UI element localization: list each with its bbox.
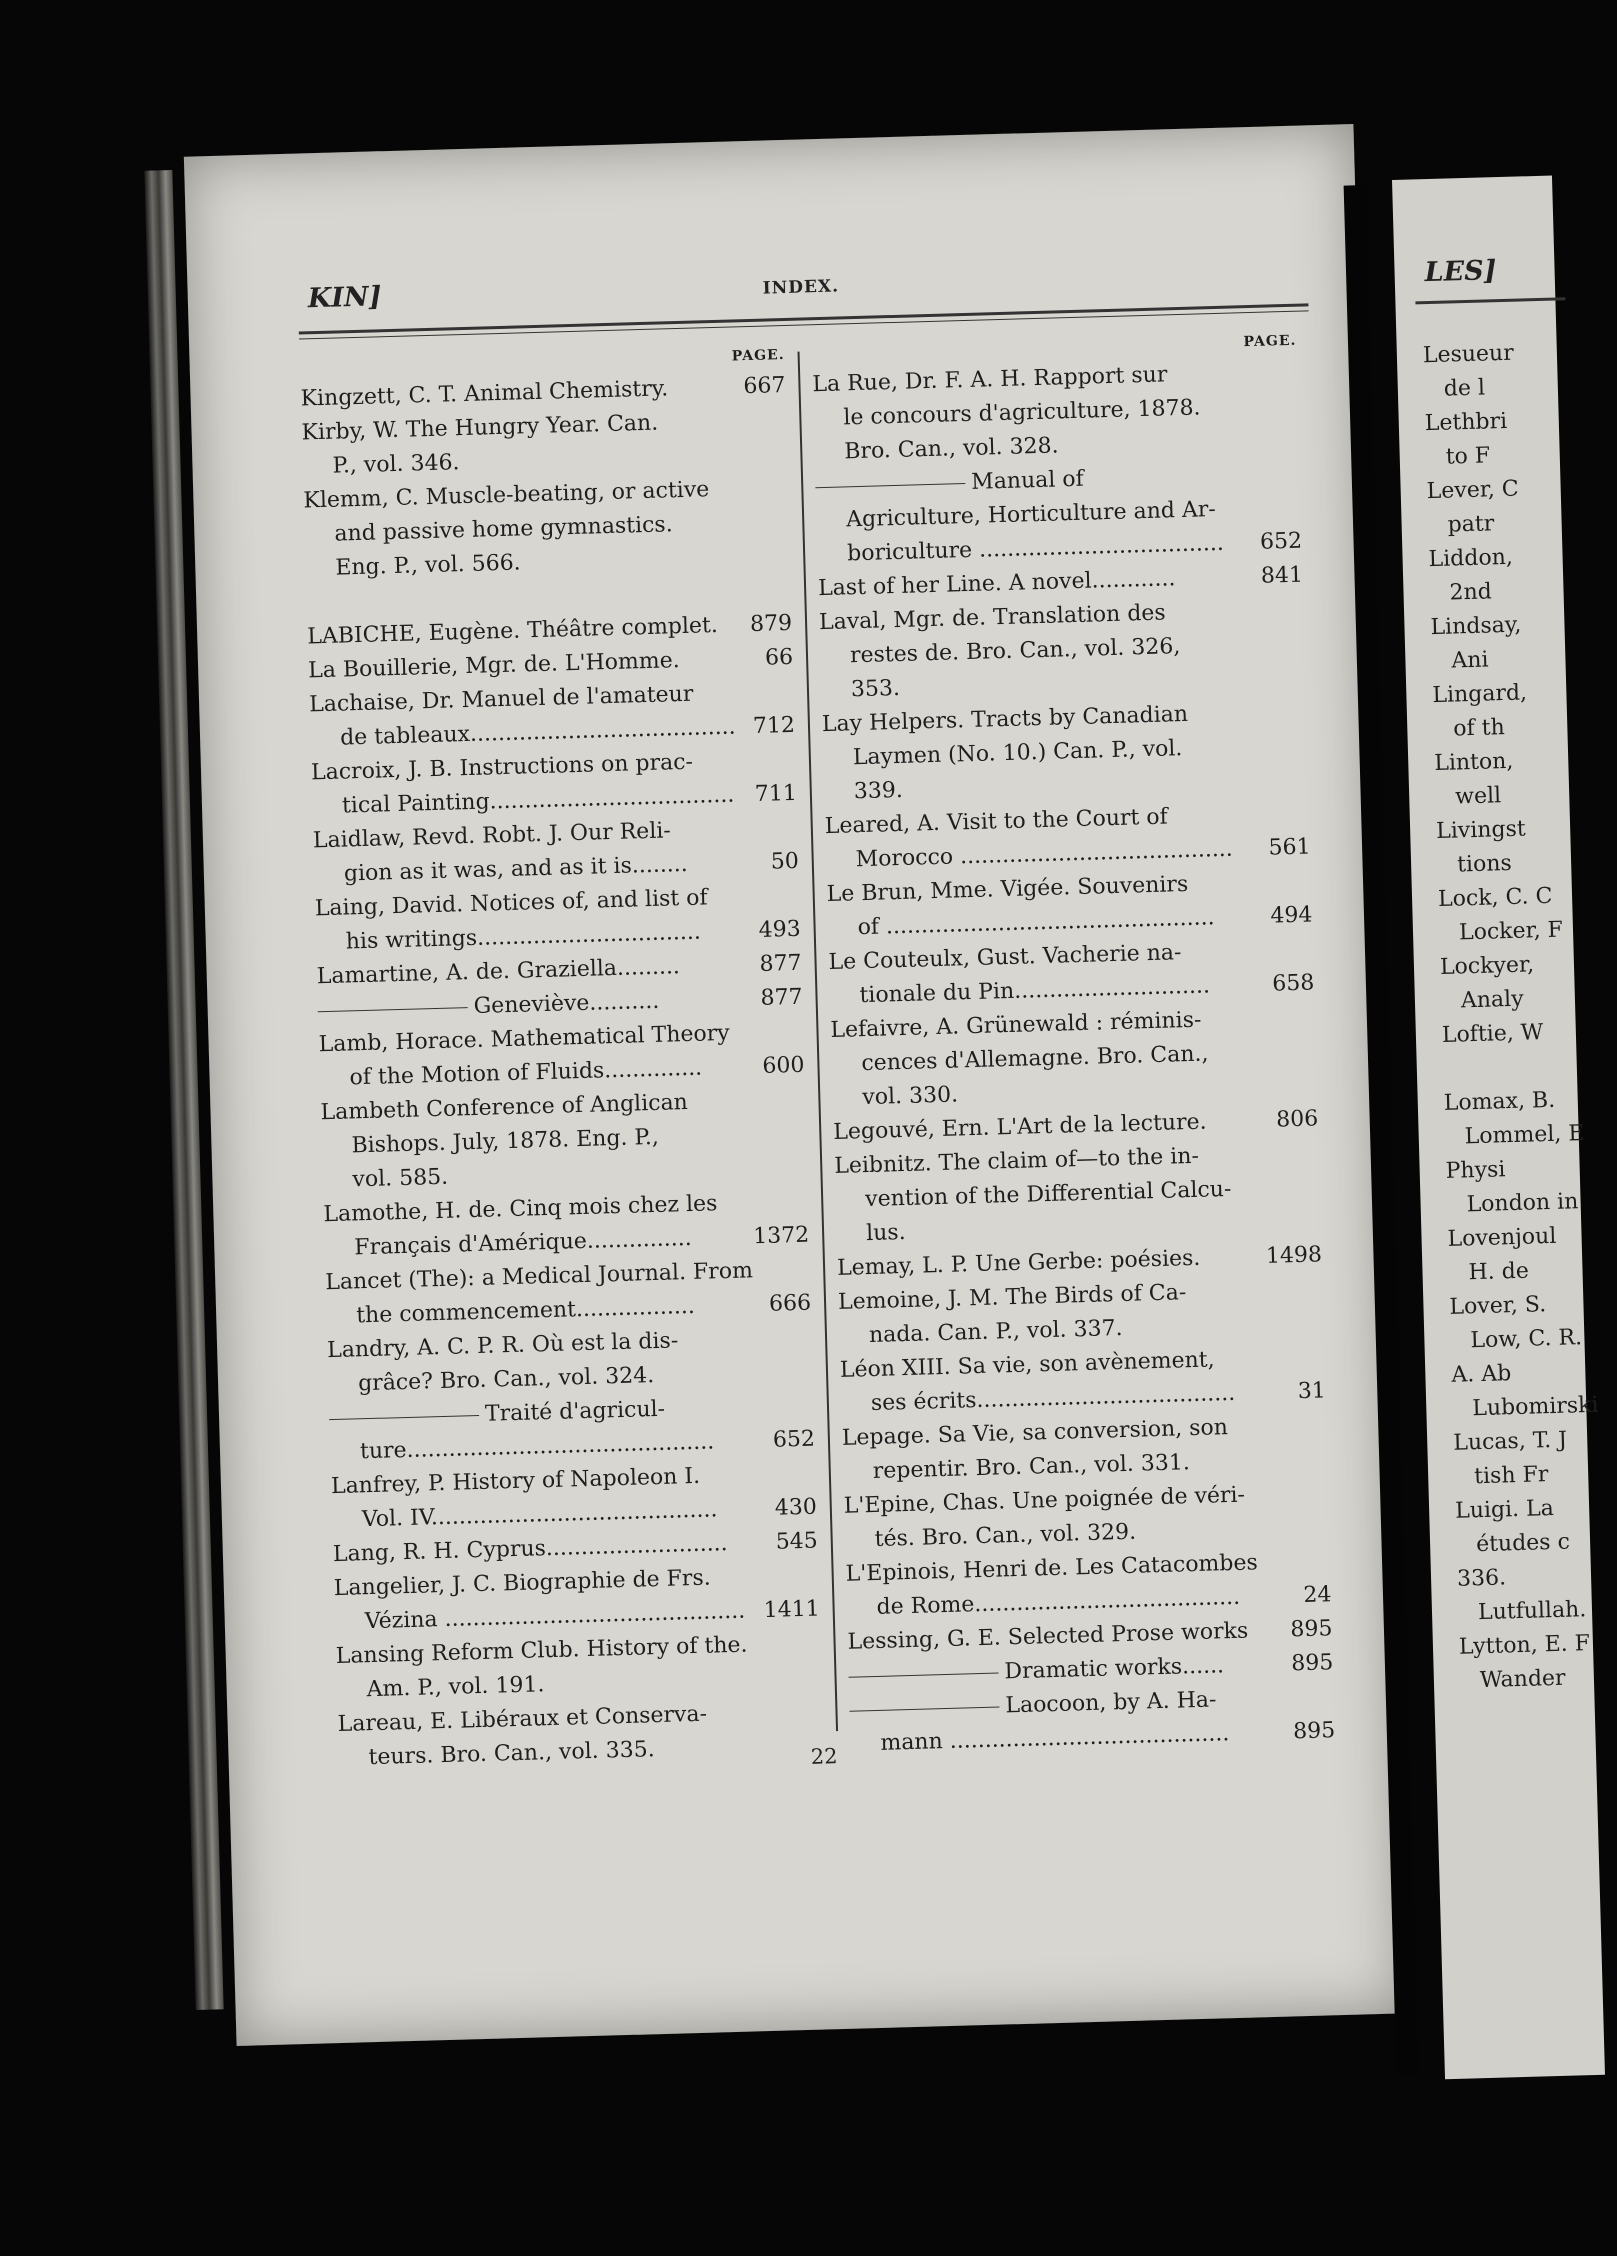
adjacent-fragment: Lover, S. [1449, 1292, 1547, 1320]
adjacent-fragment: Analy [1460, 986, 1524, 1014]
page-reference: 895 [1291, 1650, 1334, 1677]
right-index-column [811, 331, 1335, 1762]
page-reference: 879 [749, 610, 793, 638]
adjacent-running-head: LES] [1424, 255, 1497, 289]
entry-text: P., vol. 346. [332, 450, 460, 479]
entry-text: Klemm, C. Muscle-beating, or active [303, 477, 710, 514]
entry-text: Lachaise, Dr. Manuel de l'amateur [308, 681, 694, 718]
page-reference: 806 [1275, 1106, 1319, 1133]
adjacent-fragment: patr [1447, 511, 1495, 538]
page-reference: 652 [772, 1426, 816, 1453]
entry-text: Dramatic works...... [1004, 1653, 1225, 1685]
page-reference: 895 [1292, 1718, 1336, 1745]
entry-text: Eng. P., vol. 566. [335, 550, 521, 581]
page-reference: 600 [762, 1052, 805, 1079]
adjacent-fragment: of th [1453, 715, 1506, 742]
page-reference: 895 [1290, 1616, 1333, 1643]
adjacent-fragment: Livingst [1435, 816, 1527, 845]
entry-text: de Rome...................................... [876, 1584, 1241, 1620]
adjacent-fragment: tions [1456, 850, 1513, 878]
entry-text: Traité d'agricul- [484, 1396, 666, 1427]
entry-text: Lambeth Conference of Anglican [320, 1090, 689, 1126]
adjacent-fragment: Lomax, B. [1443, 1087, 1556, 1116]
adjacent-fragment: Lucas, T. J [1452, 1427, 1568, 1456]
page-reference: 66 [764, 644, 794, 671]
adjacent-fragment: Low, C. R. [1470, 1325, 1583, 1354]
page-reference: 841 [1260, 562, 1304, 589]
entry-text: Le Couteulx, Gust. Vacherie na- [828, 940, 1182, 976]
entry-text: Bishops. July, 1878. Eng. P., [351, 1124, 660, 1159]
page-reference: 494 [1270, 902, 1313, 929]
adjacent-fragment: to F [1445, 443, 1491, 470]
entry-text: cences d'Allemagne. Bro. Can., [861, 1041, 1209, 1077]
adjacent-fragment: well [1454, 783, 1502, 810]
entry-text: Lepage. Sa Vie, sa conversion, son [841, 1415, 1229, 1451]
entry-text: Laing, David. Notices of, and list of [314, 885, 708, 922]
entry-text: Lareau, E. Libéraux et Conserva- [337, 1701, 708, 1738]
entry-text: le concours d'agriculture, 1878. [843, 395, 1201, 431]
adjacent-fragment: 2nd [1449, 579, 1493, 606]
entry-text: Lessing, G. E. Selected Prose works [847, 1618, 1249, 1655]
entry-text: nada. Can. P., vol. 337. [868, 1315, 1123, 1349]
entry-text: vention of the Differential Calcu- [864, 1176, 1232, 1213]
entry-text: Landry, A. C. P. R. Où est la dis- [326, 1328, 679, 1364]
page-reference: 24 [1303, 1582, 1332, 1608]
left-index-column [300, 345, 824, 1776]
adjacent-fragment: Lindsay, [1430, 612, 1522, 641]
entry-text: ses écrits..................................... [870, 1380, 1236, 1416]
adjacent-fragment: Lingard, [1432, 680, 1528, 709]
adjacent-fragment: Physi [1445, 1157, 1506, 1184]
index-page [184, 124, 1406, 2046]
running-head-left: KIN] [307, 281, 382, 315]
entry-text: Lansing Reform Club. History of the. [335, 1632, 748, 1670]
adjacent-page [1392, 176, 1605, 2080]
adjacent-fragment: Lytton, E. F [1458, 1631, 1591, 1660]
entry-text: Lamb, Horace. Mathematical Theory [318, 1020, 730, 1058]
entry-text: Geneviève.......... [473, 988, 660, 1019]
adjacent-entry-fragments [1422, 335, 1606, 1699]
entry-text: tés. Bro. Can., vol. 329. [874, 1519, 1137, 1552]
running-head-title: INDEX. [762, 276, 840, 299]
ditto-rule [318, 1007, 468, 1012]
ditto-rule [849, 1672, 999, 1677]
entry-text: the commencement................. [355, 1293, 696, 1329]
entry-text: Leared, A. Visit to the Court of [824, 804, 1169, 840]
entry-text: teurs. Bro. Can., vol. 335. [368, 1737, 655, 1771]
adjacent-fragment: Lockyer, [1439, 952, 1535, 980]
adjacent-fragment: Lovenjoul [1447, 1223, 1557, 1252]
entry-text: Lancet (The): a Medical Journal. From [324, 1258, 754, 1296]
entry-text: Léon XIII. Sa vie, son avènement, [839, 1347, 1215, 1383]
page-reference: 658 [1272, 970, 1315, 997]
adjacent-fragment: Lock, C. C [1437, 883, 1553, 912]
entry-text: vol. 585. [352, 1164, 449, 1193]
entry-text: Le Brun, Mme. Vigée. Souvenirs [826, 871, 1189, 908]
entry-text: 339. [853, 777, 904, 805]
entry-text: Leibnitz. The claim of—to the in- [833, 1143, 1200, 1179]
entry-text: restes de. Bro. Can., vol. 326, [849, 634, 1181, 669]
entry-text: Laocoon, by A. Ha- [1005, 1687, 1217, 1719]
entry-text: 353. [850, 675, 901, 703]
entry-text: repentir. Bro. Can., vol. 331. [872, 1450, 1191, 1484]
page-reference: 666 [768, 1290, 812, 1317]
page-reference: 561 [1268, 834, 1311, 861]
entry-text: Bro. Can., vol. 328. [843, 433, 1059, 465]
entry-text: L'Epine, Chas. Une poignée de véri- [843, 1482, 1246, 1519]
entry-text: LABICHE, Eugène. Théâtre complet. [306, 612, 719, 650]
adjacent-fragment: Locker, F [1458, 917, 1564, 946]
entry-text: Am. P., vol. 191. [366, 1672, 545, 1703]
adjacent-fragment: 336. [1456, 1565, 1507, 1592]
entry-text: Laymen (No. 10.) Can. P., vol. [852, 736, 1183, 771]
entry-text: Kirby, W. The Hungry Year. Can. [301, 410, 659, 446]
adjacent-fragment: Lubomirski [1471, 1392, 1599, 1422]
adjacent-fragment: Lever, C [1426, 476, 1520, 505]
entry-text: Last of her Line. A novel............ [817, 566, 1176, 602]
adjacent-fragment: Lommel, E [1464, 1121, 1585, 1150]
adjacent-header-rule [1415, 297, 1565, 304]
adjacent-fragment: A. Ab [1451, 1361, 1512, 1388]
adjacent-fragment: tish Fr [1473, 1462, 1549, 1490]
page-reference: 50 [770, 848, 800, 875]
entry-text: L'Epinois, Henri de. Les Catacombes [845, 1550, 1259, 1587]
entry-text: Legouvé, Ern. L'Art de la lecture. [832, 1109, 1207, 1145]
entry-text: of the Motion of Fluids.............. [349, 1055, 703, 1091]
ditto-rule [815, 483, 965, 488]
adjacent-fragment: Loftie, W [1441, 1020, 1544, 1048]
entry-text: Lang, R. H. Cyprus.......................... [332, 1531, 728, 1568]
entry-text: Laval, Mgr. de. Translation des [818, 600, 1166, 636]
entry-text: Vézina ........................................... [364, 1598, 746, 1635]
entry-text: boriculture ................................... [846, 530, 1225, 567]
entry-text: grâce? Bro. Can., vol. 324. [357, 1363, 655, 1397]
page-column-label: PAGE. [1243, 332, 1297, 351]
adjacent-fragment: études c [1475, 1529, 1571, 1558]
entry-text: Agriculture, Horticulture and Ar- [845, 497, 1217, 533]
adjacent-fragment: Lethbri [1424, 408, 1508, 437]
entry-text: Manual of [970, 466, 1085, 495]
page-reference: 1372 [752, 1222, 810, 1250]
ditto-rule [849, 1706, 999, 1711]
entry-text: Lemay, L. P. Une Gerbe: poésies. [836, 1245, 1201, 1281]
page-reference: 711 [754, 780, 798, 808]
entry-text: gion as it was, and as it is........ [343, 851, 689, 887]
entry-text: de tableaux...................................... [339, 714, 736, 751]
entry-text: ture............................................ [359, 1429, 715, 1465]
adjacent-fragment: de l [1443, 375, 1486, 402]
entry-text: vol. 330. [862, 1082, 959, 1111]
entry-text: of ............................................... [857, 905, 1215, 941]
entry-text: and passive home gymnastics. [334, 512, 674, 547]
entry-text: Lamartine, A. de. Graziella......... [316, 954, 681, 990]
entry-text: La Bouillerie, Mgr. de. L'Homme. [307, 648, 681, 684]
entry-text: Lacroix, J. B. Instructions on prac- [310, 749, 694, 786]
adjacent-fragment: Wander [1479, 1665, 1566, 1694]
page-reference: 430 [774, 1494, 818, 1521]
adjacent-fragment: London in [1466, 1189, 1579, 1218]
page-reference: 545 [775, 1528, 819, 1555]
entry-text: Lamothe, H. de. Cinq mois chez les [323, 1191, 718, 1228]
adjacent-fragment: Linton, [1433, 748, 1514, 777]
entry-text: Lefaivre, A. Grünewald : réminis- [830, 1007, 1202, 1043]
entry-text: Lemoine, J. M. The Birds of Ca- [837, 1280, 1187, 1315]
page-reference: 667 [743, 372, 786, 400]
page-reference: 877 [760, 984, 803, 1011]
entry-text: tionale du Pin............................ [859, 973, 1211, 1009]
ditto-rule [329, 1414, 479, 1419]
page-reference: 877 [759, 950, 802, 977]
adjacent-fragment: Luigi. La [1454, 1496, 1555, 1524]
page-reference: 652 [1259, 528, 1303, 555]
entry-text: Langelier, J. C. Biographie de Frs. [333, 1565, 712, 1602]
adjacent-fragment [1442, 1049, 1589, 1087]
page-reference: 1498 [1265, 1242, 1323, 1269]
entry-text: La Rue, Dr. F. A. H. Rapport sur [812, 362, 1168, 398]
entry-text: Lanfrey, P. History of Napoleon I. [330, 1463, 701, 1500]
adjacent-fragment: Lesueur [1422, 340, 1515, 369]
adjacent-fragment: Lutfullah. [1477, 1597, 1587, 1626]
entry-text: lus. [865, 1219, 907, 1247]
entry-text: Kingzett, C. T. Animal Chemistry. [300, 376, 669, 412]
adjacent-fragment: Ani [1451, 647, 1489, 674]
entry-text: Vol. IV......................................... [361, 1497, 718, 1533]
page-reference: 493 [758, 916, 802, 943]
entry-text: mann ........................................ [880, 1721, 1230, 1756]
page-column-label: PAGE. [731, 347, 785, 365]
entry-text: Laidlaw, Revd. Robt. J. Our Reli- [312, 818, 672, 854]
entry-text: tical Painting................................... [341, 782, 735, 819]
page-reference: 1411 [763, 1596, 820, 1624]
entry-text: Français d'Amérique............... [354, 1225, 693, 1261]
page-number: 22 [810, 1744, 838, 1769]
entry-text: Lay Helpers. Tracts by Canadian [821, 701, 1189, 738]
adjacent-fragment: H. de [1468, 1258, 1530, 1286]
adjacent-fragment: Liddon, [1428, 544, 1514, 573]
page-reference: 31 [1297, 1378, 1327, 1405]
entry-text: his writings................................ [345, 919, 702, 955]
entry-text: Morocco ....................................... [855, 836, 1234, 873]
page-reference: 712 [752, 712, 796, 740]
